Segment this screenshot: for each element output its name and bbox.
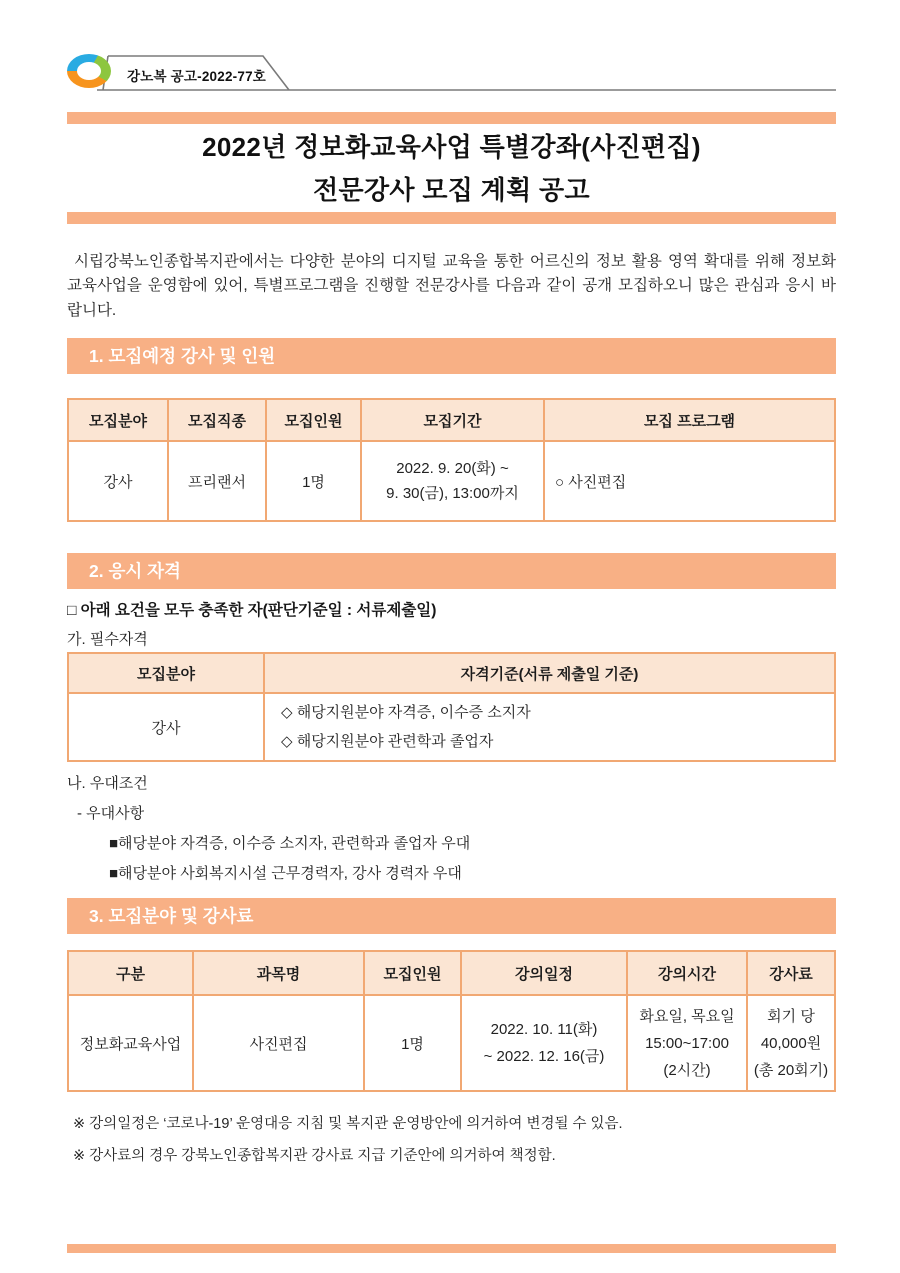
col-header-category: 구분 (68, 951, 193, 995)
col-header-period: 모집기간 (361, 399, 544, 441)
cell-schedule (461, 995, 627, 1091)
recruitment-table-header-row (68, 399, 835, 441)
page-title-line1: 2022년 정보화교육사업 특별강좌(사진편집) (202, 132, 701, 162)
section1-heading: 1. 모집예정 강사 및 인원 (67, 338, 836, 374)
col-header-program: 모집 프로그램 (544, 399, 835, 441)
center-swirl-logo-icon (67, 54, 111, 88)
qualification-table-header-row (68, 653, 835, 693)
title-bottom-accent-bar (67, 212, 836, 224)
col-header-count: 모집인원 (364, 951, 461, 995)
col-header-schedule: 강의일정 (461, 951, 627, 995)
col-header-count: 모집인원 (266, 399, 361, 441)
title-top-accent-bar (67, 112, 836, 124)
cell-category: 정보화교육사업 (68, 995, 193, 1091)
criteria-item: ◇ 해당지원분야 관련학과 졸업자 (281, 733, 494, 750)
fee-line: 40,000원 (760, 1034, 822, 1052)
col-header-time: 강의시간 (627, 951, 747, 995)
time-line: (2시간) (663, 1061, 711, 1079)
intro-paragraph: 시립강북노인종합복지관에서는 다양한 분야의 디지털 교육을 통한 어르신의 정보 활용 영역 확대를 위해 정보화교육사업을 운영함에 있어, 특별프로그램을 진행할 전문강사를 다음과 같이 공개 모집하오니 많은 관심과 응시 바랍니다. (67, 252, 836, 319)
cell-program: ○ 사진편집 (544, 441, 835, 521)
col-header-criteria: 자격기준(서류 제출일 기준) (264, 653, 835, 693)
cell-field: 강사 (68, 693, 264, 761)
fee-line: (총 20회기) (753, 1061, 829, 1079)
fee-table-row (68, 995, 835, 1091)
qualification-table-row (68, 693, 835, 761)
recruitment-table-row (68, 441, 835, 521)
time-line: 화요일, 목요일 (639, 1007, 735, 1025)
cell-period (361, 441, 544, 521)
schedule-line: 2022. 10. 11(화) (490, 1021, 598, 1038)
col-header-jobtype: 모집직종 (168, 399, 266, 441)
cell-fee (747, 995, 835, 1091)
criteria-item: ◇ 해당지원분야 자격증, 이수증 소지자 (281, 704, 531, 721)
section3-heading: 3. 모집분야 및 강사료 (67, 898, 836, 934)
preference-item: ■해당분야 자격증, 이수증 소지자, 관련학과 졸업자 우대 (109, 835, 471, 852)
fee-line: 회기 당 (767, 1007, 815, 1025)
recruitment-table (67, 398, 836, 522)
sub-b-label: 나. 우대조건 (67, 775, 148, 792)
col-header-fee: 강사료 (747, 951, 835, 995)
col-header-field: 모집분야 (68, 653, 264, 693)
cell-criteria (264, 693, 835, 761)
period-line1: 2022. 9. 20(화) ~ (396, 460, 509, 477)
cell-count: 1명 (364, 995, 461, 1091)
cell-jobtype: 프리랜서 (168, 441, 266, 521)
col-header-subject: 과목명 (193, 951, 364, 995)
time-line: 15:00~17:00 (645, 1034, 729, 1052)
cell-subject: 사진편집 (193, 995, 364, 1091)
qualification-table (67, 652, 836, 762)
period-line2: 9. 30(금), 13:00까지 (386, 485, 519, 502)
cell-time (627, 995, 747, 1091)
preference-label: - 우대사항 (77, 805, 145, 822)
preference-item: ■해당분야 사회복지시설 근무경력자, 강사 경력자 우대 (109, 865, 462, 882)
schedule-line: ~ 2022. 12. 16(금) (483, 1048, 605, 1065)
cell-field: 강사 (68, 441, 168, 521)
document-header (67, 50, 836, 96)
fee-table (67, 950, 836, 1092)
fee-table-header-row (68, 951, 835, 995)
col-header-field: 모집분야 (68, 399, 168, 441)
section2-heading: 2. 응시 자격 (67, 553, 836, 589)
document-number: 강노복 공고-2022-77호 (127, 69, 267, 84)
page-title-line2: 전문강사 모집 계획 공고 (313, 175, 590, 205)
requirement-line: □ 아래 요건을 모두 충족한 자(판단기준일 : 서류제출일) (67, 602, 437, 619)
footnote: ※ 강사료의 경우 강북노인종합복지관 강사료 지급 기준안에 의거하여 책정함. (73, 1148, 556, 1164)
footnote: ※ 강의일정은 ‘코로나-19’ 운영대응 지침 및 복지관 운영방안에 의거하여 변경될 수 있음. (73, 1116, 623, 1132)
cell-count: 1명 (266, 441, 361, 521)
page-title (67, 126, 836, 212)
sub-a-label: 가. 필수자격 (67, 631, 148, 648)
footer-accent-bar (67, 1244, 836, 1253)
